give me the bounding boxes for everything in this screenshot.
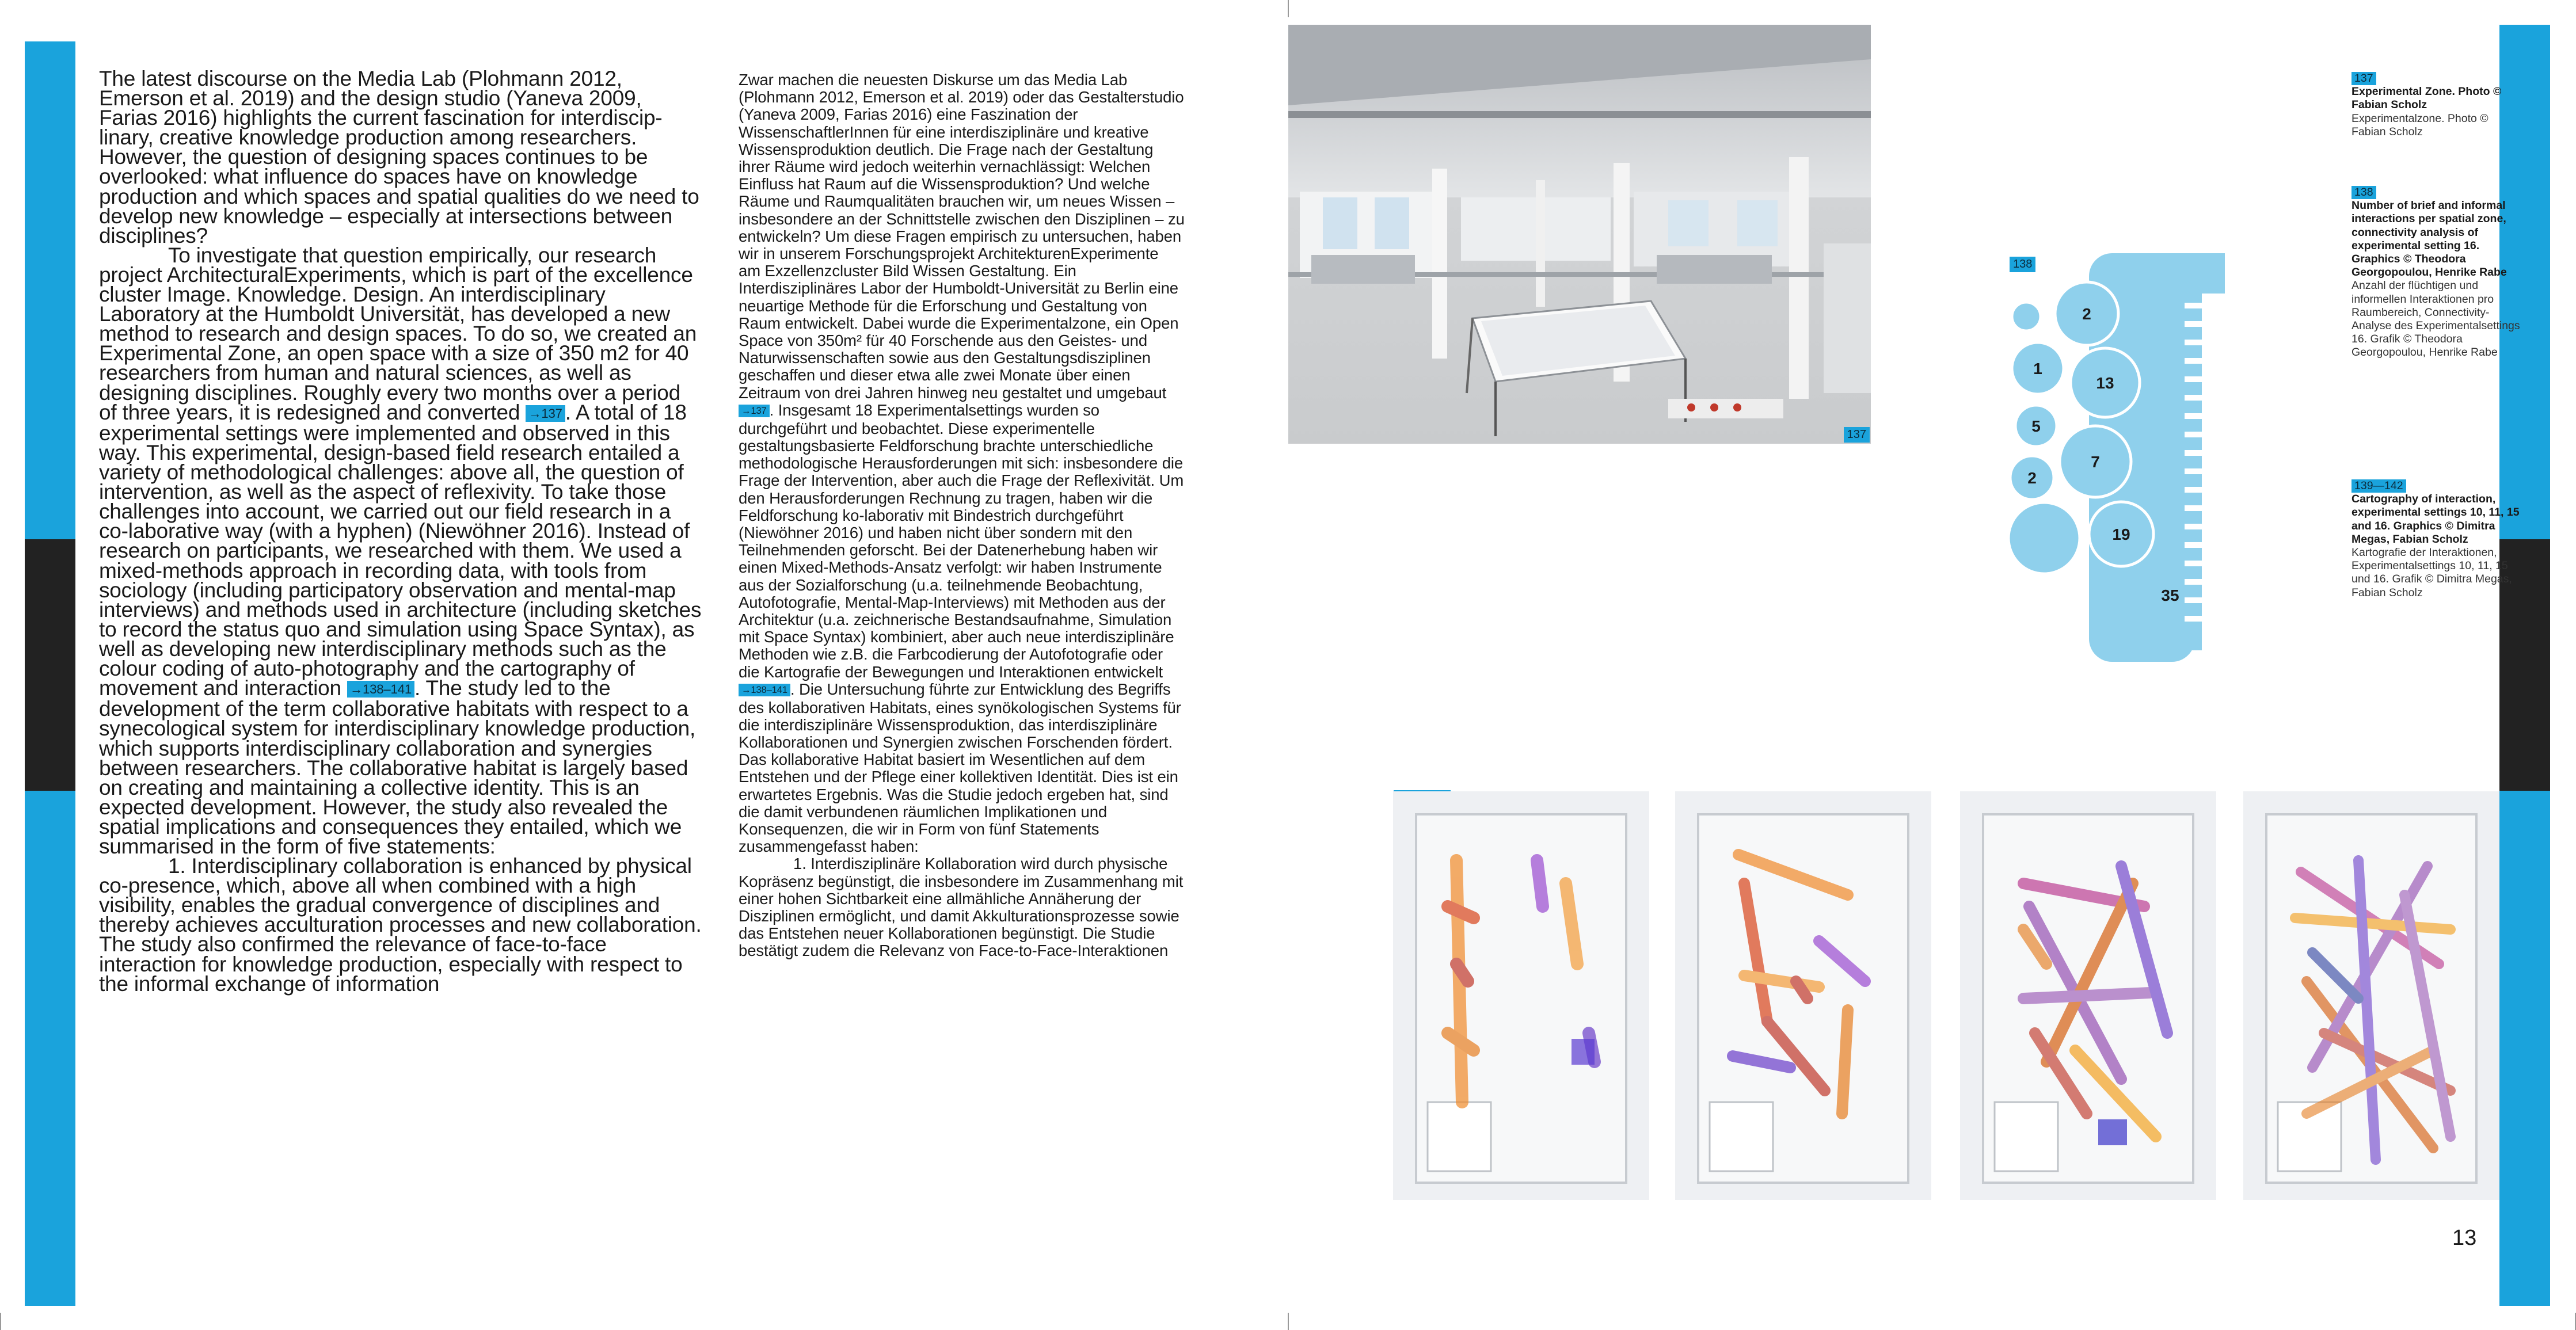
heatmap-plan [1393, 791, 1649, 1200]
english-paragraph-3: 1. Interdisciplinary collaboration is enhanced by physical co-presence, which, above all when combined with a high visibility, enables the gradual convergence of disciplines and thereby achieves acculturation processes and new collaboration. The study also confirmed the relevance of face-to-face interaction for knowledge production, especially with respect to the informal exchange of information [99, 854, 702, 996]
diagram-node-label: 19 [2112, 525, 2130, 543]
english-paragraph-1: The latest discourse on the Media Lab (Plohmann 2012, Emerson et al. 2019) and the design studio (Yaneva 2009, Farias 2016) highlights the current fascination for interdisciplinary, creative knowledge production among researchers. However, the question of designing spaces continues to be overlooked: what influence do spaces have on knowledge production and which spaces and spatial qualities do we need to develop new knowledge – especially at intersections between disciplines? [99, 67, 699, 247]
page-number: 13 [2452, 1226, 2477, 1250]
right-accent-bar-bottom [2499, 791, 2550, 1306]
figure-ref-138-141[interactable]: →138–141 [347, 681, 414, 698]
interaction-diagram [2006, 247, 2225, 662]
caption-english: Cartography of interaction, experimental settings 10, 11, 15 and 16. Graphics © Dimitra Megas, Fabian Scholz [2351, 493, 2520, 546]
caption-german: Experimentalzone. Photo © Fabian Scholz [2351, 112, 2489, 138]
crop-mark [1288, 1313, 1289, 1330]
caption-english: Number of brief and informal interactions per spatial zone, connectivity analysis of experimental setting 16. Graphics © Theodora Georgopoulou, Henrike Rabe [2351, 199, 2507, 279]
caption-tag: 139—142 [2351, 479, 2406, 493]
english-body-text [99, 69, 703, 994]
left-accent-bar-top [25, 41, 75, 539]
diagram-node-label: 2 [2027, 469, 2037, 487]
caption-german: Anzahl der flüchtigen und informellen Interaktionen pro Raumbereich, Connectivity-Analyse des Experimentalsettings 16. Grafik © Theodora Georgopoulou, Henrike Rabe [2351, 279, 2520, 359]
german-body-text [739, 71, 1185, 960]
interaction-heatmap-15 [1960, 791, 2216, 1200]
diagram-node-label: 7 [2091, 453, 2100, 471]
interaction-heatmap-16 [2243, 791, 2499, 1200]
caption-tag: 138 [2351, 186, 2376, 199]
caption-tag: 137 [2351, 72, 2376, 85]
interaction-heatmap-10 [1393, 791, 1649, 1200]
heatmap-plan [1675, 791, 1931, 1200]
caption-german: Kartografie der Interaktionen, Experimentalsettings 10, 11, 15 und 16. Grafik © Dimitra Megas, Fabian Scholz [2351, 546, 2512, 599]
crop-mark [0, 1313, 1, 1330]
heatmap-plan [1960, 791, 2216, 1200]
interaction-heatmap-11 [1675, 791, 1931, 1200]
figure-ref-138-141[interactable]: →138–141 [739, 684, 790, 696]
diagram-node-label: 5 [2031, 417, 2041, 435]
experimental-zone-photo [1288, 25, 1871, 444]
german-paragraph-1: Zwar machen die neuesten Diskurse um das Media Lab (Plohmann 2012, Emerson et al. 2019) oder das Gestalterstudio (Yaneva 2009, Farias 2016) eine Faszination der WissenschaftlerInnen für eine interdisziplinäre und kreative Wissensproduktion deutlich. Die Frage nach der Gestaltung ihrer Räume wird jedoch weiterhin vernachlässigt: Welchen Einfluss hat Raum auf die Wissensproduktion? Und welche Räume und Raumqualitäten brauchen wir, um neues Wissen – insbesondere an der Schnittstelle zwischen den Disziplinen – zu entwickeln? Um diese Fragen empirisch zu untersuchen, haben wir in unserem Forschungsprojekt ArchitekturenExperimente am Exzellenzcluster Bild Wissen Gestaltung. Ein Interdisziplinäres Labor der Humboldt-Universität zu Berlin eine neuartige Methode für die Erforschung und Gestaltung von Raum entwickelt. Dabei wurde die Experimentalzone, ein Open Space von 350m² für 40 Forschende aus den Geistes- und Naturwissenschaften sowie aus den Gestaltungsdisziplinen geschaffen und dieser etwa alle zwei Monate über einen Zeitraum von drei Jahren hinweg neu gestaltet und umgebaut →137 . Insgesamt 18 Experimentalsettings wurden so durchgeführt und beobachtet. Diese experimentelle gestaltungsbasierte Feldforschung brachte unterschiedliche methodologische Herausforderungen mit sich: insbesondere die Frage der Intervention, aber auch die Frage der Reflexivität. Um den Herausforderungen Rechnung zu tragen, haben wir die Feldforschung ko-laborativ mit Bindestrich durchgeführt (Niewöhner 2016) und haben nicht über sondern mit den Teilnehmenden geforscht. Bei der Datenerhebung haben wir einen Mixed-Methods-Ansatz verfolgt: wir haben Instrumente aus der Sozialforschung (u.a. teilnehmende Beobachtung, Autofotografie, Mental-Map-Interviews) mit Methoden aus der Architektur (u.a. zeichnerische Bestandsaufnahme, Simulation mit Space Syntax) kombiniert, aber auch neue interdisziplinäre Methoden wie z.B. die Farbcodierung der Autofotografie oder die Kartografie der Bewegungen und Interaktionen entwickelt →138–141 . Die Untersuchung führte zur Entwicklung des Begriffs des kollaborativen Habitats, eines synökologischen Systems für die interdisziplinäre Wissensproduktion, das interdisziplinäre Kollaborationen und Synergien zwischen Forschenden fördert. Das kollaborative Habitat basiert im Wesentlichen auf dem Entstehen und der Pflege einer kollektiven Identität. Dies ist ein erwartetes Ergebnis. Was die Studie jedoch ergeben hat, sind die damit verbundenen räumlichen Implikationen und Konsequenzen, die wir in Form von fünf Statements zusammengefasst haben: [739, 71, 1185, 856]
german-paragraph-2: 1. Interdisziplinäre Kollaboration wird durch physische Kopräsenz begünstigt, die insbesondere im Zusammenhang mit einer hohen Sichtbarkeit eine allmähliche Annäherung der Disziplinen ermöglicht, und damit Akkulturationsprozesse sowie das Entstehen neuer Kollaborationen begünstigt. Die Studie bestätigt zudem die Relevanz von Face-to-Face-Interaktionen [739, 855, 1184, 960]
left-dark-bar [25, 539, 75, 791]
caption-138 [2351, 186, 2524, 360]
diagram-number-label: 138 [2010, 257, 2035, 272]
caption-english: Experimental Zone. Photo © Fabian Scholz [2351, 85, 2502, 112]
diagram-node-label: 35 [2161, 586, 2179, 604]
figure-ref-137[interactable]: →137 [739, 405, 770, 417]
diagram-node-label: 1 [2033, 360, 2042, 378]
crop-mark [1288, 0, 1289, 17]
photo-number-label: 137 [1844, 427, 1870, 443]
heatmap-plan [2243, 791, 2499, 1200]
caption-139-142 [2351, 479, 2524, 600]
figure-ref-137[interactable]: →137 [526, 405, 565, 422]
english-paragraph-2: To investigate that question empirically, our research project ArchitecturalExperiments, which is part of the excellence cluster Image. Knowledge. Design. An interdisciplinary Laboratory at the Humboldt Universität, has developed a new method to research and design spaces. To do so, we created an Experimental Zone, an open space with a size of 350 m2 for 40 researchers from human and natural sciences, as well as designing disciplines. Roughly every two months over a period of three years, it is redesigned and converted →137 . A total of 18 experimental settings were implemented and observed in this way. This experimental, design-based field research entailed a variety of methodological challenges: above all, the question of intervention, as well as the aspect of reflexivity. To take those challenges into account, we carried out our field research in a co-laborative way (with a hyphen) (Niewöhner 2016). Instead of research on participants, we researched with them. We used a mixed-methods approach in recording data, with tools from sociology (including participatory observation and mental-map interviews) and methods used in architecture (including sketches to record the status quo and simulation using Space Syntax), as well as developing new interdisciplinary methods such as the colour coding of auto-photography and the cartography of movement and interaction →138–141 . The study led to the development of the term collaborative habitats with respect to a synecological system for interdisciplinary knowledge production, which supports interdisciplinary collaboration and synergies between researchers. The collaborative habitat is largely based on creating and maintaining a collective identity. This is an expected development. However, the study also revealed the spatial implications and consequences they entailed, which we summarised in the form of five statements: [99, 243, 702, 858]
diagram-node-label: 13 [2096, 374, 2114, 392]
diagram-node-label: 2 [2082, 305, 2091, 323]
caption-137 [2351, 72, 2524, 139]
left-accent-bar-bottom [25, 791, 75, 1306]
